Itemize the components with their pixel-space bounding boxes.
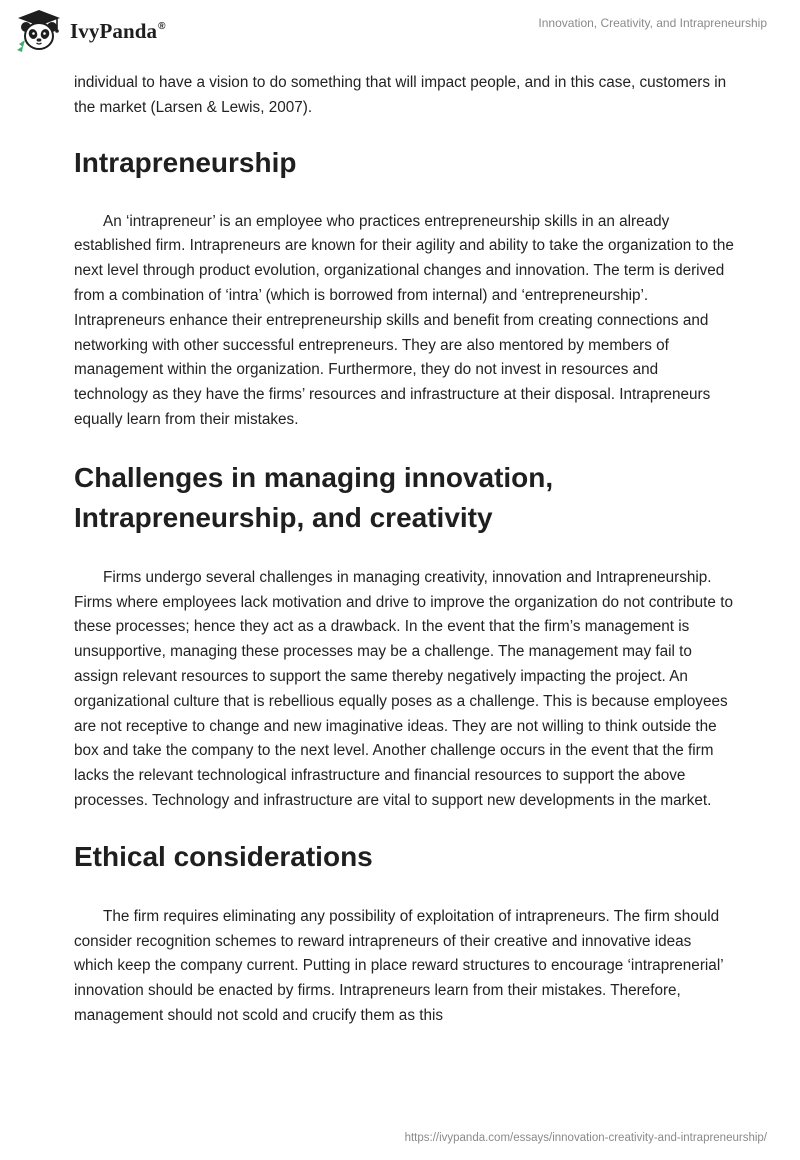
ivypanda-logo[interactable] — [14, 8, 166, 54]
intro-paragraph: individual to have a vision to do something that will impact people, and in this case, customers in the market (Larsen & Lewis, 2007). — [74, 74, 727, 116]
panda-graduate-icon — [14, 8, 64, 54]
paragraph-challenges: Firms undergo several challenges in managing creativity, innovation and Intrapreneurship. Firms where employees lack motivation and drive to improve the organization do not contribute to these processes; hence they act as a drawback. In the event that the firm’s management is unsupportive, managing these processes may be a challenge. The management may fail to assign relevant resources to support the same thereby negatively impacting the project. An organizational culture that is rebellious equally poses as a challenge. This is because employees are not receptive to change and new imaginative ideas. They are not willing to think outside the box and take the company to the next level. Another challenge occurs in the event that the firm lacks the relevant technological infrastructure and financial resources to support the above processes. Technology and infrastructure are vital to support new developments in the market. — [74, 568, 733, 809]
heading-ethical-considerations: Ethical considerations — [74, 840, 373, 872]
source-url-link[interactable]: https://ivypanda.com/essays/innovation-creativity-and-intrapreneurship/ — [404, 1132, 767, 1144]
logo-wordmark: IvyPanda® — [70, 18, 166, 43]
heading-intrapreneurship: Intrapreneurship — [74, 146, 297, 178]
page-header — [0, 0, 800, 62]
registered-mark: ® — [158, 20, 166, 32]
paragraph-ethical-considerations: The firm requires eliminating any possibility of exploitation of intrapreneurs. The firm should consider recognition schemes to reward intrapreneurs of their creative and innovative ideas which keep the company current. Putting in place reward structures to encourage ‘intraprenerial’ innovation should be enacted by firms. Intrapreneurs learn from their mistakes. Therefore, management should not scold and crucify them as this — [74, 907, 724, 1024]
paragraph-intrapreneurship: An ‘intrapreneur’ is an employee who practices entrepreneurship skills in an already established firm. Intrapreneurs are known for their agility and ability to take the organization to the next level through product evolution, organizational changes and innovation. The term is derived from a combination of ‘intra’ (which is borrowed from internal) and ‘entrepreneurship’. Intrapreneurs enhance their entrepreneurship skills and benefit from creating connections and networking with other successful entrepreneurs. They are also mentored by members of management within the organization. Furthermore, they do not invest in resources and technology as they have the firms’ resources and infrastructure at their disposal. Intrapreneurs equally learn from their mistakes. — [74, 212, 734, 428]
heading-challenges: Challenges in managing innovation, Intrapreneurship, and creativity — [74, 461, 554, 533]
essay-content — [74, 71, 734, 1029]
document-title: Innovation, Creativity, and Intrapreneurship — [538, 16, 767, 30]
